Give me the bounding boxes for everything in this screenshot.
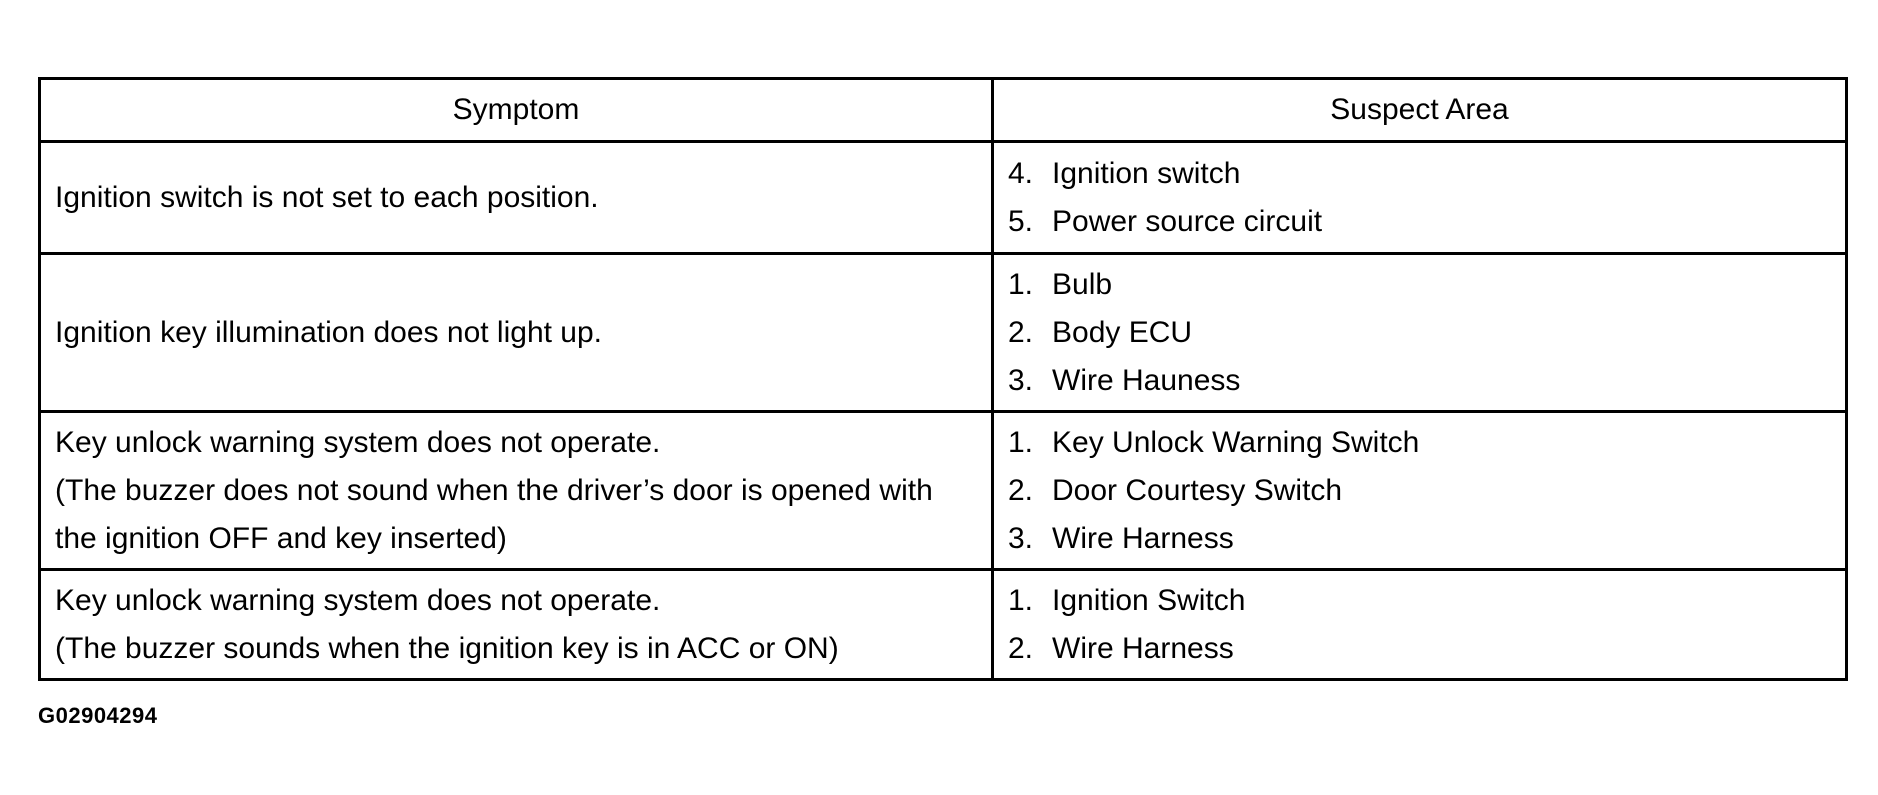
suspect-item-label: Ignition switch xyxy=(1052,156,1241,190)
symptom-text: Key unlock warning system does not operate. xyxy=(55,425,661,459)
suspect-item-number: 4. xyxy=(1008,156,1034,190)
suspect-item-number: 1. xyxy=(1008,425,1034,459)
suspect-area-cell xyxy=(993,254,1847,412)
suspect-item xyxy=(1008,261,1831,309)
troubleshooting-table xyxy=(38,77,1848,681)
figure-id: G02904294 xyxy=(38,703,158,728)
suspect-item xyxy=(1008,625,1831,673)
suspect-item xyxy=(1008,577,1831,625)
suspect-item-number: 2. xyxy=(1008,631,1034,665)
suspect-item-number: 5. xyxy=(1008,204,1034,238)
suspect-item-label: Wire Hauness xyxy=(1052,363,1241,397)
suspect-item xyxy=(1008,150,1831,198)
suspect-item xyxy=(1008,515,1831,563)
suspect-item xyxy=(1008,357,1831,405)
suspect-area-cell xyxy=(993,142,1847,254)
symptom-cell xyxy=(40,570,993,680)
symptom-cell xyxy=(40,412,993,570)
symptom-detail: (The buzzer does not sound when the driver’s door is opened with xyxy=(55,473,933,507)
symptom-detail: (The buzzer sounds when the ignition key is in ACC or ON) xyxy=(55,631,839,665)
symptom-detail: the ignition OFF and key inserted) xyxy=(55,521,507,555)
suspect-area-cell xyxy=(993,412,1847,570)
table-header-row xyxy=(40,79,1847,142)
suspect-item-number: 1. xyxy=(1008,267,1034,301)
symptom-cell xyxy=(40,142,993,254)
symptom-text: Ignition key illumination does not light up. xyxy=(55,315,603,349)
suspect-item-number: 3. xyxy=(1008,363,1034,397)
suspect-item-number: 3. xyxy=(1008,521,1034,555)
suspect-item xyxy=(1008,419,1831,467)
header-suspect-area: Suspect Area xyxy=(993,79,1847,142)
suspect-item-number: 2. xyxy=(1008,473,1034,507)
suspect-item-label: Key Unlock Warning Switch xyxy=(1052,425,1420,459)
suspect-item xyxy=(1008,198,1831,246)
table-row xyxy=(40,142,1847,254)
suspect-item-label: Door Courtesy Switch xyxy=(1052,473,1343,507)
suspect-item-label: Ignition Switch xyxy=(1052,583,1246,617)
suspect-area-cell xyxy=(993,570,1847,680)
suspect-item-label: Wire Harness xyxy=(1052,521,1234,555)
suspect-item-number: 2. xyxy=(1008,315,1034,349)
suspect-item xyxy=(1008,467,1831,515)
table-row xyxy=(40,412,1847,570)
suspect-item-label: Wire Harness xyxy=(1052,631,1234,665)
header-symptom: Symptom xyxy=(40,79,993,142)
symptom-text: Key unlock warning system does not operate. xyxy=(55,583,661,617)
table-row xyxy=(40,570,1847,680)
table-row xyxy=(40,254,1847,412)
symptom-cell xyxy=(40,254,993,412)
suspect-item xyxy=(1008,309,1831,357)
suspect-item-label: Power source circuit xyxy=(1052,204,1323,238)
suspect-item-label: Body ECU xyxy=(1052,315,1193,349)
suspect-item-number: 1. xyxy=(1008,583,1034,617)
symptom-text: Ignition switch is not set to each position. xyxy=(55,180,599,214)
suspect-item-label: Bulb xyxy=(1052,267,1113,301)
